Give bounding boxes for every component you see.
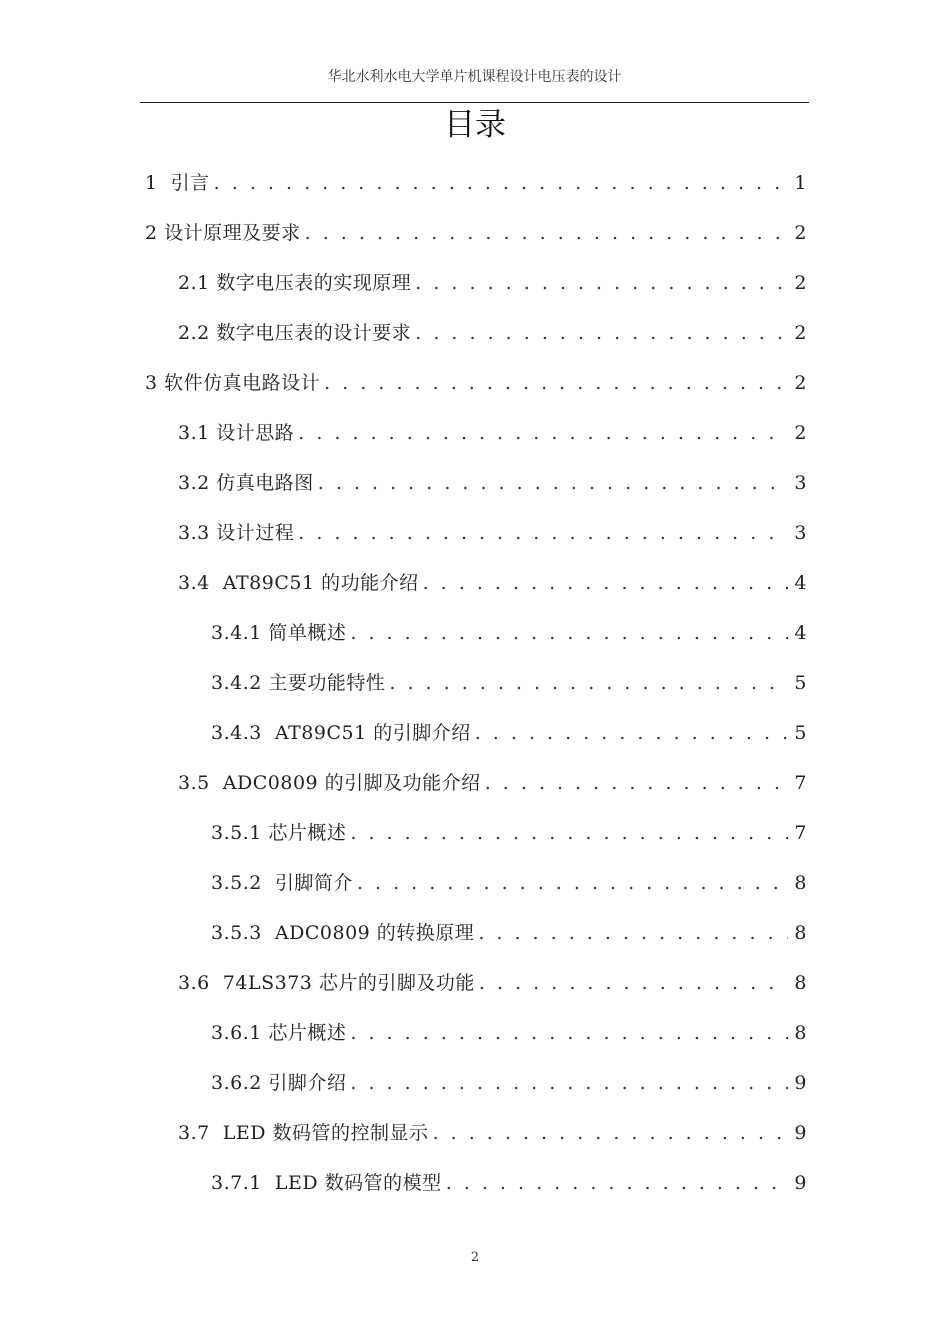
toc-entry-page: 8 xyxy=(794,922,807,944)
dot-leader xyxy=(357,858,788,908)
toc-entry-label: 3 软件仿真电路设计 xyxy=(145,372,321,394)
toc-entry-label: 3.3 设计过程 xyxy=(178,522,295,544)
toc-entry-page: 5 xyxy=(794,672,807,694)
toc-entry[interactable] xyxy=(145,158,807,208)
toc-entry-label: 3.4.1 简单概述 xyxy=(211,622,347,644)
toc-entry-label: 1 引言 xyxy=(145,172,210,194)
toc-entry[interactable] xyxy=(178,758,807,808)
toc-entry-page: 2 xyxy=(794,222,807,244)
toc-entry[interactable] xyxy=(211,808,807,858)
toc-entry[interactable] xyxy=(211,1158,807,1208)
toc-entry-label: 3.4 AT89C51 的功能介绍 xyxy=(178,572,419,594)
dot-leader xyxy=(423,558,789,608)
toc-entry[interactable] xyxy=(178,258,807,308)
toc-entry-page: 7 xyxy=(794,772,807,794)
dot-leader xyxy=(350,1058,788,1108)
toc-entry[interactable] xyxy=(178,1108,807,1158)
toc-entry-page: 3 xyxy=(794,522,807,544)
page-header: 华北水利水电大学单片机课程设计电压表的设计 xyxy=(327,69,622,85)
toc-entry[interactable] xyxy=(211,658,807,708)
toc-entry-label: 2.2 数字电压表的设计要求 xyxy=(178,322,412,344)
toc-entry-page: 7 xyxy=(794,822,807,844)
toc-entry-label: 2 设计原理及要求 xyxy=(145,222,301,244)
dot-leader xyxy=(479,958,788,1008)
dot-leader xyxy=(389,658,788,708)
toc-entry[interactable] xyxy=(178,408,807,458)
toc-entry-page: 8 xyxy=(794,972,807,994)
toc-entry[interactable] xyxy=(211,1058,807,1108)
toc-entry[interactable] xyxy=(178,458,807,508)
dot-leader xyxy=(433,1108,789,1158)
dot-leader xyxy=(415,258,788,308)
toc-entry[interactable] xyxy=(178,958,807,1008)
toc-entry-page: 2 xyxy=(794,372,807,394)
dot-leader xyxy=(415,308,788,358)
toc-entry-label: 3.5.2 引脚简介 xyxy=(211,872,353,894)
toc-entry-page: 8 xyxy=(794,1022,807,1044)
dot-leader xyxy=(350,608,788,658)
dot-leader xyxy=(350,1008,788,1058)
dot-leader xyxy=(350,808,788,858)
toc-entry-label: 3.7.1 LED 数码管的模型 xyxy=(211,1172,442,1194)
dot-leader xyxy=(298,508,788,558)
toc-entry-label: 3.6 74LS373 芯片的引脚及功能 xyxy=(178,972,475,994)
dot-leader xyxy=(305,208,789,258)
toc-entry-page: 9 xyxy=(794,1122,807,1144)
toc-entry[interactable] xyxy=(145,358,807,408)
dot-leader xyxy=(485,758,789,808)
toc-entry-label: 3.5.1 芯片概述 xyxy=(211,822,347,844)
toc-entry-label: 3.1 设计思路 xyxy=(178,422,295,444)
toc-entry-label: 3.4.3 AT89C51 的引脚介绍 xyxy=(211,722,471,744)
toc-entry[interactable] xyxy=(211,1008,807,1058)
dot-leader xyxy=(446,1158,789,1208)
dot-leader xyxy=(214,158,789,208)
toc-entry[interactable] xyxy=(211,708,807,758)
toc-entry-page: 4 xyxy=(794,572,807,594)
toc-entry-page: 2 xyxy=(794,422,807,444)
toc-entry-label: 3.7 LED 数码管的控制显示 xyxy=(178,1122,429,1144)
toc-entry-page: 1 xyxy=(794,172,807,194)
toc-entry-label: 3.2 仿真电路图 xyxy=(178,472,314,494)
toc-entry[interactable] xyxy=(211,908,807,958)
dot-leader xyxy=(475,708,789,758)
page-number: 2 xyxy=(470,1250,480,1265)
toc-entry-label: 3.5 ADC0809 的引脚及功能介绍 xyxy=(178,772,481,794)
toc-entry-label: 2.1 数字电压表的实现原理 xyxy=(178,272,412,294)
toc-entry[interactable] xyxy=(145,208,807,258)
toc-entry[interactable] xyxy=(178,558,807,608)
toc-entry-page: 5 xyxy=(794,722,807,744)
toc-entry-page: 8 xyxy=(794,872,807,894)
toc-title: 目录 xyxy=(444,107,506,143)
toc-entry-page: 2 xyxy=(794,272,807,294)
toc-entry-page: 9 xyxy=(794,1172,807,1194)
toc-entry[interactable] xyxy=(211,858,807,908)
dot-leader xyxy=(318,458,789,508)
dot-leader xyxy=(298,408,788,458)
toc-entry-label: 3.6.1 芯片概述 xyxy=(211,1022,347,1044)
header-divider xyxy=(140,102,809,103)
toc-entry[interactable] xyxy=(178,508,807,558)
toc-entry-page: 3 xyxy=(794,472,807,494)
toc-entry-label: 3.6.2 引脚介绍 xyxy=(211,1072,347,1094)
toc-entry-page: 4 xyxy=(794,622,807,644)
toc-entry[interactable] xyxy=(211,608,807,658)
toc-entry-label: 3.4.2 主要功能特性 xyxy=(211,672,386,694)
dot-leader xyxy=(324,358,788,408)
toc-entry[interactable] xyxy=(178,308,807,358)
toc-entry-page: 9 xyxy=(794,1072,807,1094)
dot-leader xyxy=(478,908,788,958)
toc-entry-page: 2 xyxy=(794,322,807,344)
toc-entry-label: 3.5.3 ADC0809 的转换原理 xyxy=(211,922,475,944)
